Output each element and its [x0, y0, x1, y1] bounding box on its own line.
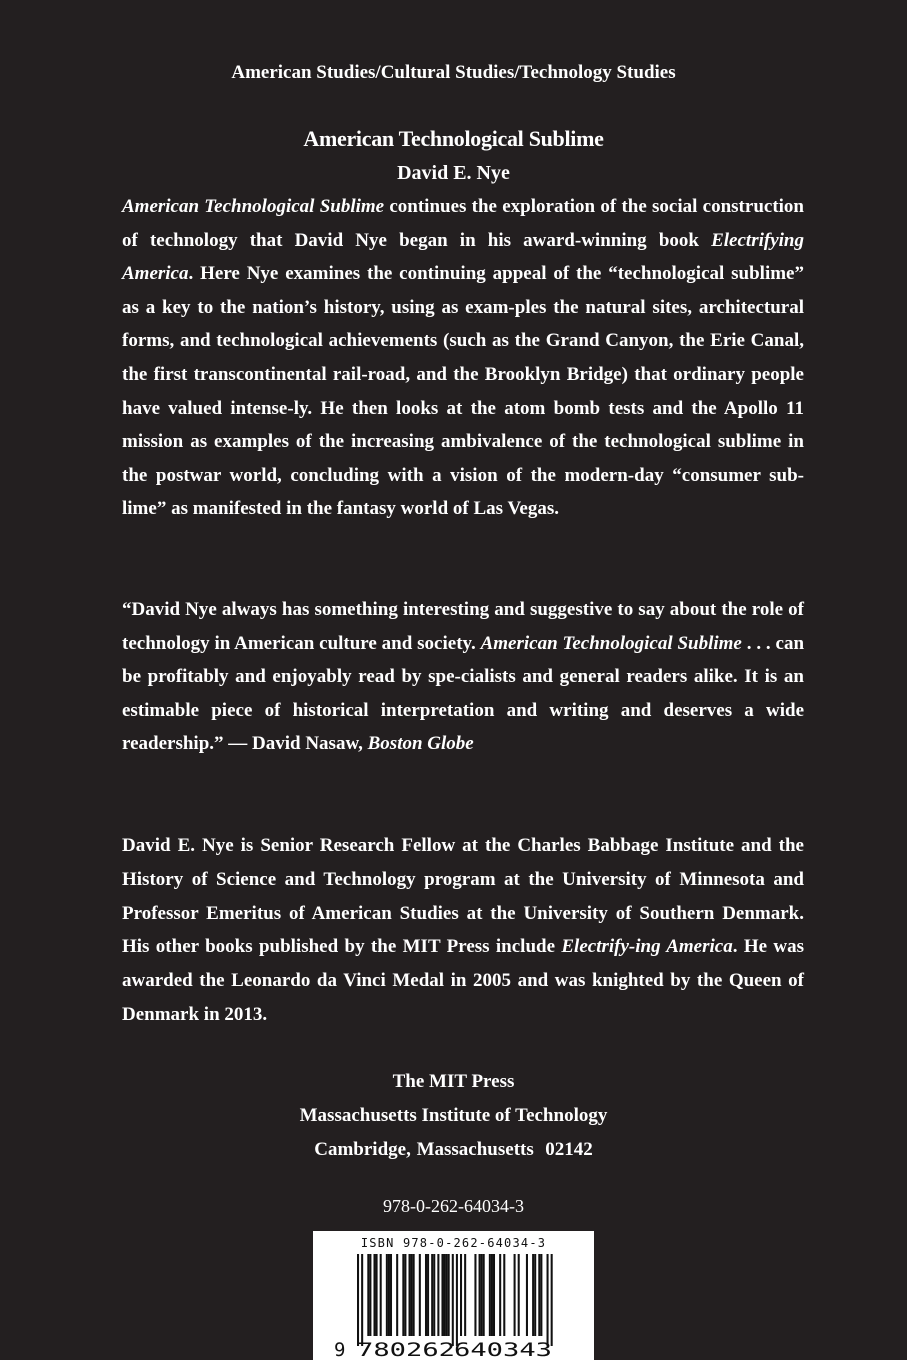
barcode-bar: [493, 1254, 495, 1336]
barcode-bar: [404, 1254, 406, 1336]
barcode-bar: [540, 1254, 542, 1336]
barcode-bar: [514, 1254, 516, 1336]
book-author: David E. Nye: [397, 162, 510, 184]
barcode-isbn-label: ISBN 978-0-262-64034-3: [360, 1236, 547, 1250]
isbn-number: 978-0-262-64034-3: [383, 1196, 524, 1216]
barcode-digits-left: 780262: [357, 1339, 455, 1360]
barcode-bar: [386, 1254, 388, 1336]
category-line: American Studies/Cultural Studies/Technology Studies: [231, 62, 676, 83]
barcode-bar: [547, 1254, 549, 1346]
barcode-bar: [474, 1254, 476, 1336]
barcode-bar: [427, 1254, 429, 1336]
bio-text-1: David E. Nye is Senior Research Fellow at the Charles Babbage Institute and the History of Science and Technology program at the University of Minnesota and Professor Emeritus of American Studies at the University of Southern Denmark. His other books published by the MIT Press include: [122, 835, 804, 958]
barcode-bar: [437, 1254, 439, 1336]
blurb-italic-title: American Technological Sublime: [480, 632, 742, 654]
description-paragraph: [122, 190, 804, 526]
barcode-bar: [361, 1254, 363, 1346]
barcode: [313, 1231, 594, 1360]
description-text-1: continues the exploration of the social construction of technology that David Nye began in his award-winning book: [122, 196, 804, 251]
barcode-bar: [526, 1254, 528, 1336]
publisher-name: The MIT Press: [392, 1071, 515, 1092]
publisher-institution: Massachusetts Institute of Technology: [299, 1105, 608, 1126]
barcode-bar: [373, 1254, 375, 1336]
barcode-bar: [464, 1254, 466, 1336]
blurb-text-1: “David Nye always has something interesting and suggestive to say about the role of technology in American culture and society.: [122, 599, 804, 654]
description-text-2: . Here Nye examines the continuing appeal of the “technological sublime” as a key to the nation’s history, using as exam-ples the natural sites, architectural forms, and technological achievements (such as the Grand Canyon, the Erie Canal, the first transcontinental rail-road, and the Brooklyn Bridge) that ordinary people have valued intense-ly. He then looks at the atom bomb tests and the Apollo 11 mission as examples of the increasing ambivalence of the technological sublime in the postwar world, concluding with a vision of the modern-day “consumer sub-lime” as manifested in the fantasy world of Las Vegas.: [122, 263, 804, 520]
barcode-bar: [551, 1254, 553, 1346]
barcode-bar: [396, 1254, 398, 1336]
barcode-bar: [538, 1254, 540, 1336]
barcode-bar: [411, 1254, 413, 1336]
barcode-bar: [441, 1254, 443, 1336]
barcode-bar: [425, 1254, 427, 1336]
barcode-bar: [483, 1254, 485, 1336]
barcode-bar: [367, 1254, 369, 1336]
barcode-bar: [388, 1254, 390, 1336]
author-bio: [122, 829, 804, 1032]
barcode-bar: [444, 1254, 446, 1336]
review-blurb: [122, 593, 804, 761]
barcode-bar: [390, 1254, 392, 1336]
barcode-bar: [357, 1254, 359, 1346]
barcode-bar: [503, 1254, 505, 1336]
barcode-bar: [402, 1254, 404, 1336]
barcode-bar: [376, 1254, 378, 1336]
barcode-bars: [313, 1231, 594, 1360]
barcode-bar: [481, 1254, 483, 1336]
barcode-bar: [460, 1254, 462, 1336]
barcode-bar: [518, 1254, 520, 1336]
barcode-bar: [431, 1254, 433, 1336]
bio-text-2: . He was awarded the Leonardo da Vinci Medal in 2005 and was knighted by the Queen of Denmark in 2013.: [122, 936, 804, 1025]
barcode-bar: [448, 1254, 450, 1336]
blurb-text-2: . . . can be profitably and enjoyably read by spe-cialists and general readers alike. It is an estimable piece of historical interpretation and writing and deserves a wide readership.” — David Nasaw,: [122, 632, 805, 755]
description-italic-book: Electrifying America: [122, 229, 804, 285]
barcode-bar: [452, 1254, 454, 1346]
barcode-bar: [456, 1254, 458, 1346]
barcode-lead-digit: 9: [334, 1339, 346, 1360]
barcode-bar: [380, 1254, 382, 1336]
barcode-bar: [446, 1254, 448, 1336]
barcode-bar: [532, 1254, 534, 1336]
description-italic-title: American Technological Sublime: [122, 196, 385, 217]
barcode-bar: [499, 1254, 501, 1336]
barcode-bar: [413, 1254, 415, 1336]
book-title: American Technological Sublime: [303, 126, 604, 151]
barcode-bar: [489, 1254, 491, 1336]
bio-italic-book: Electrify-ing America: [561, 936, 733, 958]
publisher-city: Cambridge, Massachusetts 02142: [314, 1139, 593, 1160]
barcode-digits-right: 640343: [454, 1339, 552, 1360]
blurb-italic-source: Boston Globe: [367, 733, 474, 755]
barcode-bar: [369, 1254, 371, 1336]
barcode-bar: [491, 1254, 493, 1336]
barcode-bar: [479, 1254, 481, 1336]
barcode-bar: [534, 1254, 536, 1336]
barcode-bar: [409, 1254, 411, 1336]
barcode-bar: [433, 1254, 435, 1336]
barcode-bar: [419, 1254, 421, 1336]
